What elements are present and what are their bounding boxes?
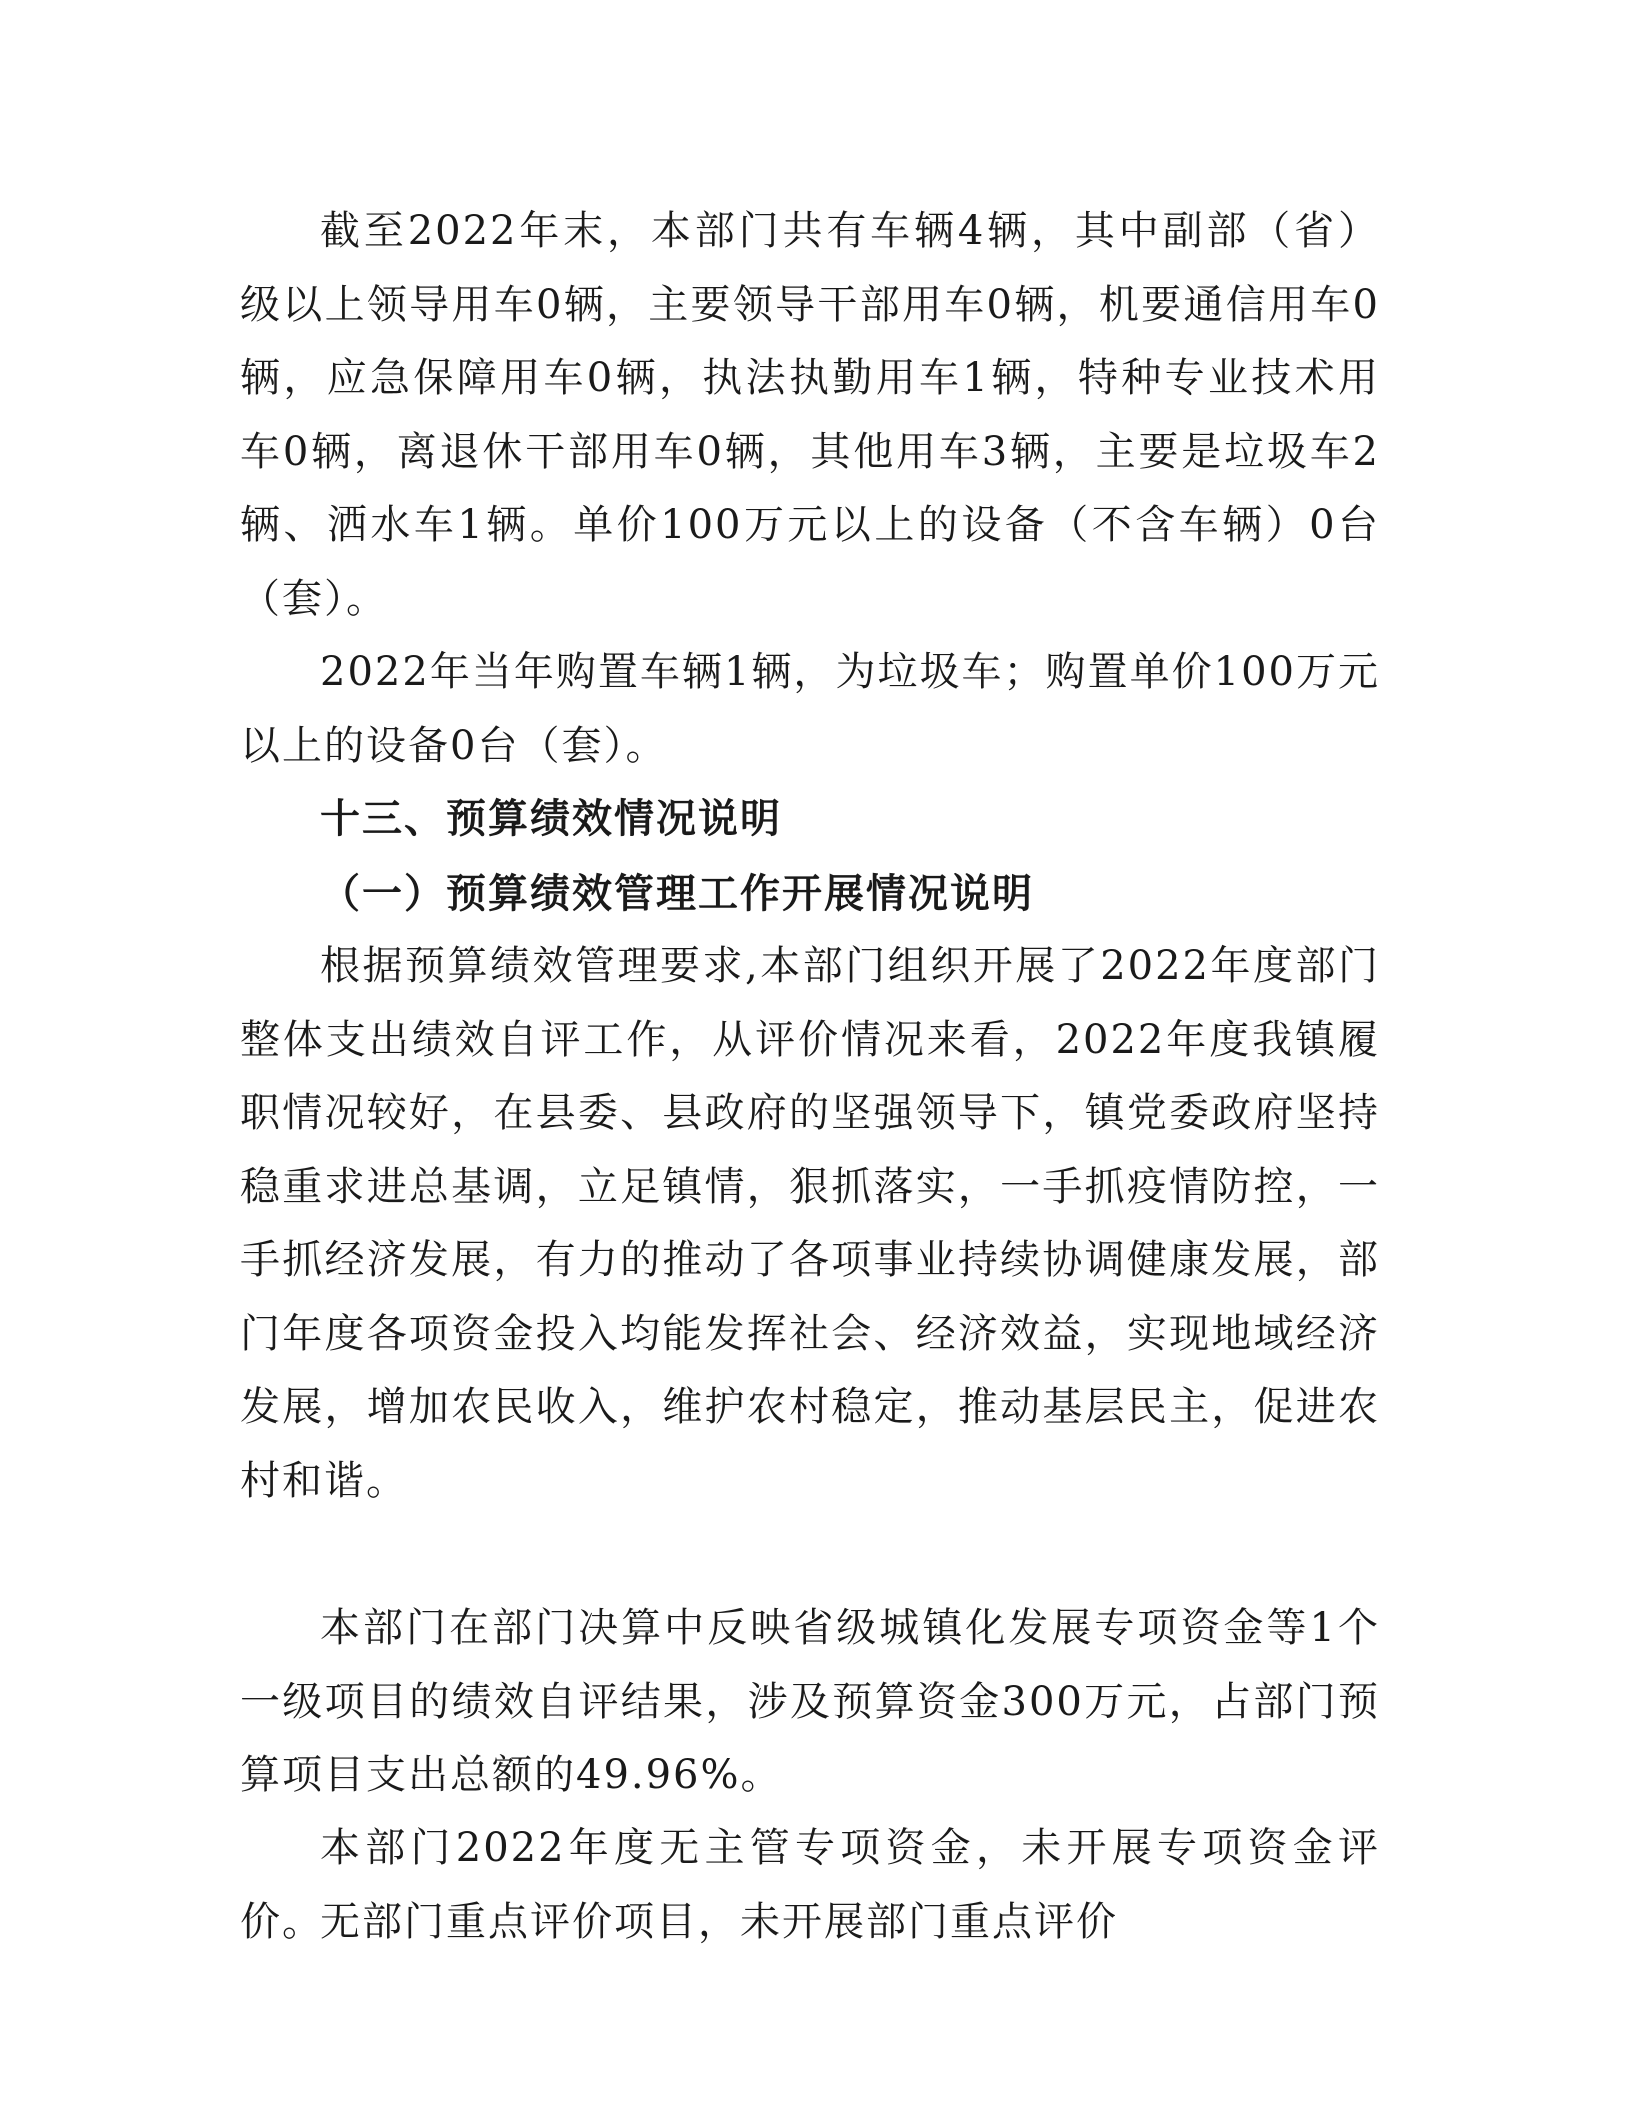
paragraph-special-funds: 本部门2022年度无主管专项资金，未开展专项资金评价。 bbox=[240, 1825, 1380, 1945]
paragraph-key-evaluation: 无部门重点评价项目，未开展部门重点评价 bbox=[320, 1899, 1118, 1945]
section-heading: 十三、预算绩效情况说明 bbox=[320, 796, 782, 842]
paragraph-self-evaluation: 本部门在部门决算中反映省级城镇化发展专项资金等1个一级项目的绩效自评结果，涉及预算资金300万元，占部门预算项目支出总额的49.96%。 bbox=[240, 1605, 1380, 1798]
paragraph-performance-management: 根据预算绩效管理要求,本部门组织开展了2022年度部门整体支出绩效自评工作，从评价情况来看，2022年度我镇履职情况较好，在县委、县政府的坚强领导下，镇党委政府坚持稳重求进总基调，立足镇情，狠抓落实，一手抓疫情防控，一手抓经济发展，有力的推动了各项事业持续协调健康发展，部门年度各项资金投入均能发挥社会、经济效益，实现地域经济发展，增加农民收入，维护农村稳定，推动基层民主，促进农村和谐。 bbox=[240, 943, 1380, 1504]
paragraph-purchases: 2022年当年购置车辆1辆，为垃圾车；购置单价100万元以上的设备0台（套）。 bbox=[240, 649, 1380, 769]
paragraph-vehicles: 截至2022年末，本部门共有车辆4辆，其中副部（省）级以上领导用车0辆，主要领导干部用车0辆，机要通信用车0辆，应急保障用车0辆，执法执勤用车1辆，特种专业技术用车0辆，离退休干部用车0辆，其他用车3辆，主要是垃圾车2辆、洒水车1辆。单价100万元以上的设备（不含车辆）0台（套）。 bbox=[240, 208, 1380, 622]
sub-heading: （一）预算绩效管理工作开展情况说明 bbox=[320, 870, 1034, 917]
